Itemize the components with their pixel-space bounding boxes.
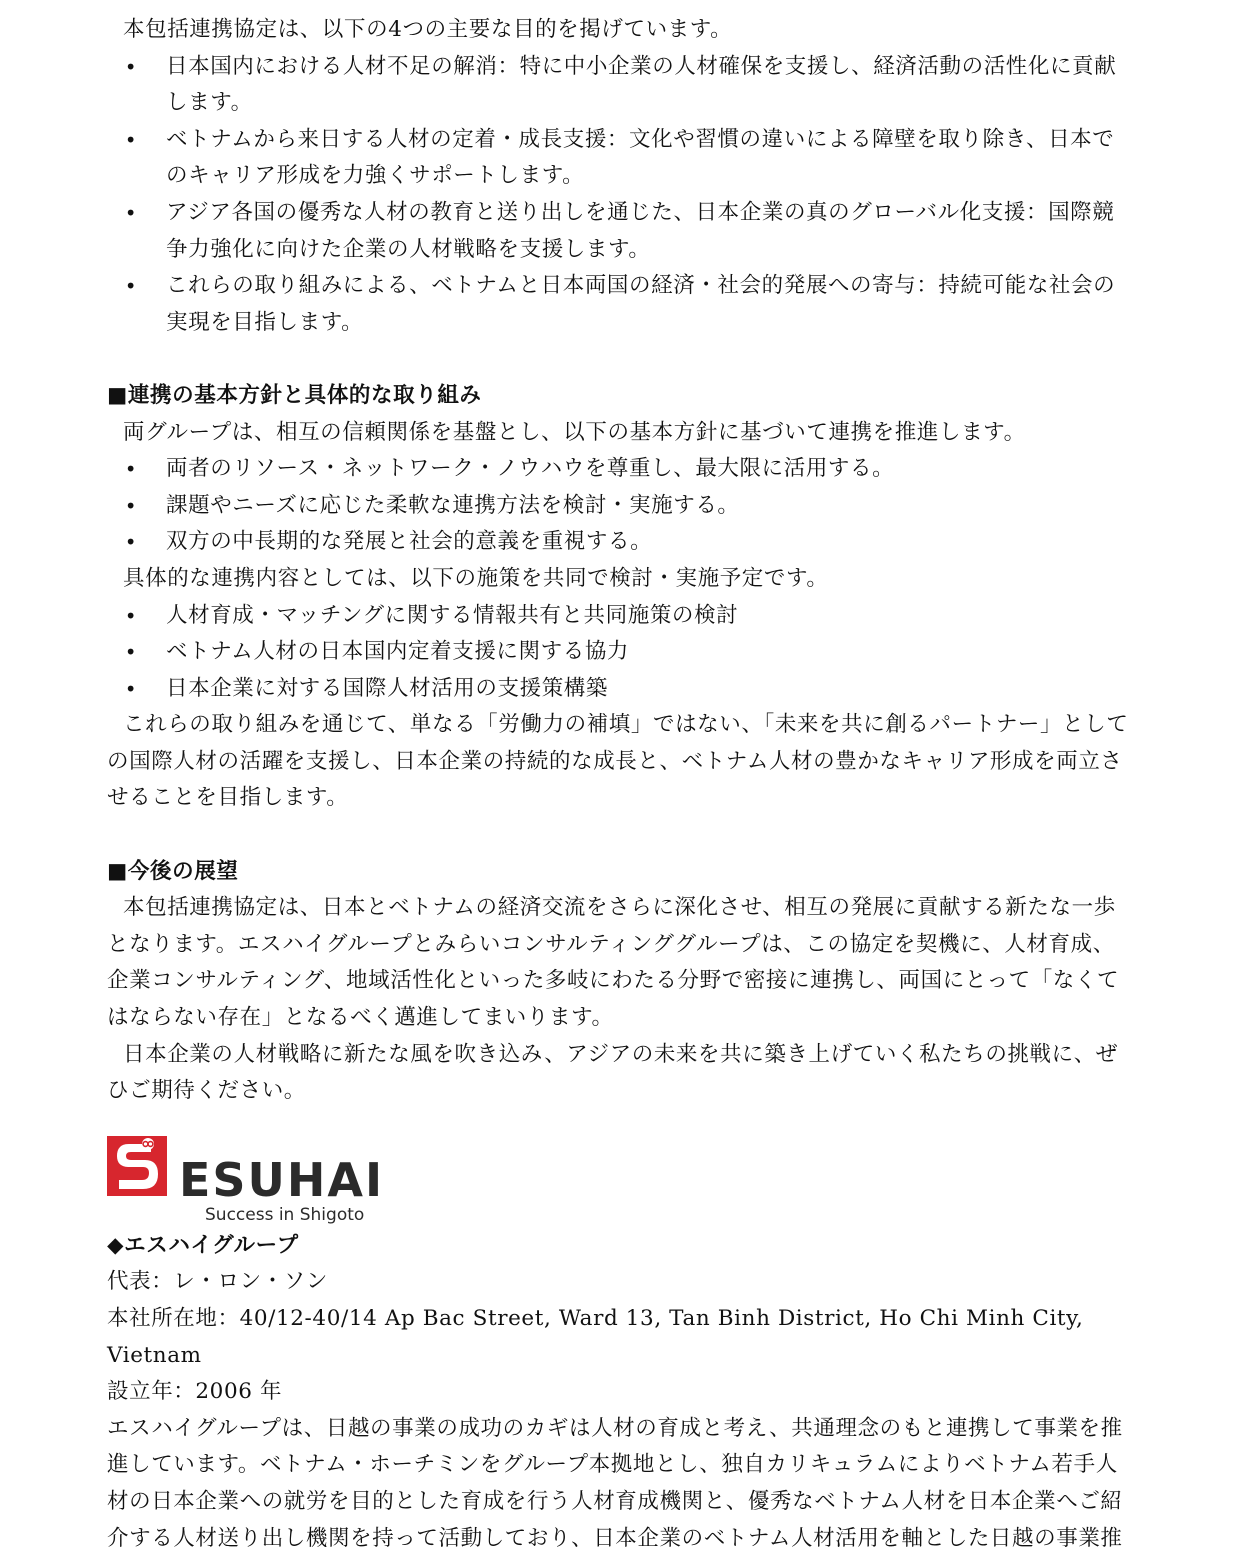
list-item bbox=[107, 122, 1131, 195]
bullet-icon: • bbox=[124, 54, 138, 79]
bullet-icon: • bbox=[124, 603, 138, 628]
list-item bbox=[107, 49, 1131, 122]
list-item-text: 両者のリソース・ネットワーク・ノウハウを尊重し、最大限に活用する。 bbox=[166, 456, 895, 482]
list-item bbox=[107, 634, 1131, 671]
list-item-text: これらの取り組みによる、ベトナムと日本両国の経済・社会的発展への寄与：持続可能な社会の実現を目指します。 bbox=[166, 273, 1116, 335]
specifics-list bbox=[107, 598, 1131, 708]
list-item-text: ベトナムから来日する人材の定着・成長支援：文化や習慣の違いによる障壁を取り除き、日本でのキャリア形成を力強くサポートします。 bbox=[166, 126, 1115, 189]
list-item bbox=[107, 195, 1131, 268]
list-item bbox=[107, 488, 1131, 525]
press-release-page bbox=[107, 12, 1131, 1557]
bullet-icon: • bbox=[124, 676, 138, 701]
company-representative: 代表：レ・ロン・ソン bbox=[107, 1269, 329, 1295]
list-item-text: 日本国内における人材不足の解消：特に中小企業の人材確保を支援し、経済活動の活性化に貢献します。 bbox=[166, 53, 1117, 116]
list-item-text: アジア各国の優秀な人材の教育と送り出しを通じた、日本企業の真のグローバル化支援：国際競争力強化に向けた企業の人材戦略を支援します。 bbox=[166, 199, 1115, 262]
list-item-text: 人材育成・マッチングに関する情報共有と共同施策の検討 bbox=[166, 602, 739, 628]
bullet-icon: • bbox=[124, 530, 138, 555]
principles-list bbox=[107, 451, 1131, 561]
list-item bbox=[107, 268, 1131, 341]
section-spacer bbox=[107, 817, 1131, 854]
list-item-text: ベトナム人材の日本国内定着支援に関する協力 bbox=[166, 639, 630, 665]
list-item-text: 日本企業に対する国際人材活用の支援策構築 bbox=[166, 675, 609, 701]
section-spacer bbox=[107, 1110, 1131, 1136]
list-item bbox=[107, 524, 1131, 561]
bullet-icon: • bbox=[124, 457, 138, 482]
purposes-list bbox=[107, 49, 1131, 342]
policy-closing: これらの取り組みを通じて、単なる「労働力の補填」ではない、「未来を共に創るパートナー」としての国際人材の活躍を支援し、日本企業の持続的な成長と、ベトナム人材の豊かなキャリア形成を両立させることを目指します。 bbox=[107, 712, 1129, 811]
company-description: エスハイグループは、日越の事業の成功のカギは人材の育成と考え、共通理念のもと連携して事業を推進しています。ベトナム・ホーチミンをグループ本拠地とし、独自カリキュラムによりベトナム若手人材の日本企業への就労を目的とした育成を行う人材育成機関と、優秀なベトナム人材を日本企業へご紹介する人材送り出し機関を持って活動しており、日本企業のベトナム人材活用を軸とした日越の事業推 bbox=[107, 1415, 1123, 1551]
policy-heading: ■連携の基本方針と具体的な取り組み bbox=[107, 382, 482, 408]
logo-wordmark: ESUHAI bbox=[179, 1152, 385, 1207]
company-founded: 設立年：2006 年 bbox=[107, 1379, 283, 1405]
bullet-icon: • bbox=[124, 493, 138, 518]
list-item-text: 双方の中長期的な発展と社会的意義を重視する。 bbox=[166, 529, 653, 555]
section-spacer bbox=[107, 341, 1131, 378]
policy-intro: 両グループは、相互の信頼関係を基盤とし、以下の基本方針に基づいて連携を推進します。 bbox=[123, 419, 1026, 445]
company-heading: ◆エスハイグループ bbox=[107, 1232, 299, 1258]
logo-tagline: Success in Shigoto bbox=[205, 1204, 365, 1225]
bullet-icon: • bbox=[124, 200, 138, 225]
list-item bbox=[107, 451, 1131, 488]
list-item bbox=[107, 671, 1131, 708]
bullet-icon: • bbox=[124, 127, 138, 152]
specific-intro: 具体的な連携内容としては、以下の施策を共同で検討・実施予定です。 bbox=[123, 565, 829, 591]
bullet-icon: • bbox=[124, 274, 138, 299]
company-address: 本社所在地：40/12-40/14 Ap Bac Street, Ward 13, Tan Binh District, Ho Chi Minh City, Vietnam bbox=[107, 1306, 1084, 1368]
outlook-paragraph: 本包括連携協定は、日本とベトナムの経済交流をさらに深化させ、相互の発展に貢献する新たな一歩となります。エスハイグループとみらいコンサルティンググループは、この協定を契機に、人材育成、企業コンサルティング、地域活性化といった多岐にわたる分野で密接に連携し、両国にとって「なくてはならない存在」となるべく邁進してまいります。 bbox=[107, 895, 1120, 1031]
purposes-intro: 本包括連携協定は、以下の4つの主要な目的を掲げています。 bbox=[123, 17, 733, 42]
bullet-icon: • bbox=[124, 640, 138, 665]
outlook-heading: ■今後の展望 bbox=[107, 858, 239, 884]
list-item bbox=[107, 598, 1131, 635]
outlook-paragraph: 日本企業の人材戦略に新たな風を吹き込み、アジアの未来を共に築き上げていく私たちの挑戦に、ぜひご期待ください。 bbox=[107, 1041, 1118, 1104]
list-item-text: 課題やニーズに応じた柔軟な連携方法を検討・実施する。 bbox=[166, 492, 740, 518]
esuhai-logo bbox=[107, 1136, 417, 1228]
esuhai-logo-icon bbox=[107, 1136, 417, 1228]
